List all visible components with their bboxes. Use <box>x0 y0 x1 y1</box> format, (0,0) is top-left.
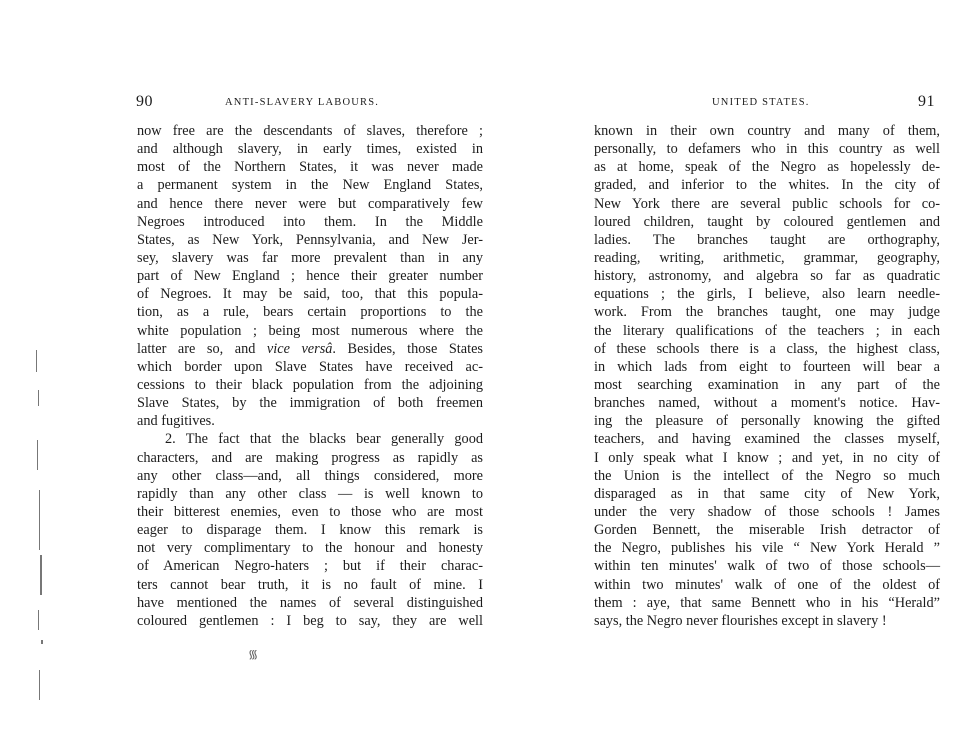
text-line: Gorden Bennett, the miserable Irish detractor of <box>594 522 940 539</box>
text-line: sey, slavery was far more prevalent than in any <box>137 249 483 266</box>
text-line: and hence there never were but comparatively few <box>137 195 483 212</box>
text-line: the Negro, publishes his vile “ New York Herald ” <box>594 540 940 557</box>
left-page-body <box>137 122 483 630</box>
text-line: disparaged as in that same city of New York, <box>594 485 940 502</box>
text-line: latter are so, and vice versâ. Besides, those States <box>137 340 483 357</box>
text-line: of these schools there is a class, the highest class, <box>594 340 940 357</box>
text-line: characters, and are making progress as rapidly as <box>137 449 483 466</box>
text-line: in which lads from eight to fourteen will bear a <box>594 358 940 375</box>
text-line: teachers, and having examined the classes myself, <box>594 431 940 448</box>
right-running-head: UNITED STATES. <box>712 97 810 108</box>
text-line: New York there are several public schools for co- <box>594 195 940 212</box>
text-line: reading, writing, arithmetic, grammar, geography, <box>594 249 940 266</box>
text-line: have mentioned the names of several distinguished <box>137 594 483 611</box>
text-line: within ten minutes' walk of two of those schools— <box>594 558 940 575</box>
text-line: not very complimentary to the honour and honesty <box>137 540 483 557</box>
text-line: Negroes introduced into them. In the Middle <box>137 213 483 230</box>
scan-margin-marks <box>28 350 48 710</box>
text-line: a permanent system in the New England States, <box>137 177 483 194</box>
text-line: known in their own country and many of them, <box>594 123 940 139</box>
text-line: loured children, taught by coloured gentlemen and <box>594 213 940 230</box>
text-line: within two minutes' walk of one of the oldest of <box>594 576 940 593</box>
scan-stray-mark: ᯾ <box>248 647 259 661</box>
text-line: equations ; the girls, I believe, also learn needle- <box>594 286 940 303</box>
text-line: ing the pleasure of personally knowing the gifted <box>594 413 940 430</box>
left-running-head: ANTI-SLAVERY LABOURS. <box>225 97 380 108</box>
right-page-body <box>594 122 940 630</box>
text-line: says, the Negro never flourishes except in slavery ! <box>594 612 887 629</box>
left-page-number: 90 <box>136 93 153 110</box>
text-line: the literary qualifications of the teachers ; in each <box>594 322 940 339</box>
text-line: and fugitives. <box>137 413 215 430</box>
text-line: branches named, without a moment's notice. Hav- <box>594 395 940 412</box>
text-line: part of New England ; hence their greater number <box>137 268 483 285</box>
text-line: now free are the descendants of slaves, therefore ; <box>137 123 483 139</box>
text-line: work. From the branches taught, one may judge <box>594 304 940 321</box>
text-line: under the very shadow of those schools ! James <box>594 503 940 520</box>
text-line: of Negroes. It may be said, too, that this popula- <box>137 286 483 303</box>
text-line: most searching examination in any part of the <box>594 376 940 393</box>
text-line: white population ; being most numerous where the <box>137 322 483 339</box>
text-line: tion, as a rule, bears certain proportions to the <box>137 304 483 321</box>
text-line: and although slavery, in early times, existed in <box>137 141 483 158</box>
text-line: graded, and inferior to the whites. In the city of <box>594 177 940 194</box>
text-line: Slave States, by the immigration of both freemen <box>137 395 483 412</box>
text-line: 2. The fact that the blacks bear generally good <box>165 431 483 448</box>
text-line: rapidly than any other class — is well known to <box>137 485 483 502</box>
text-line: their bitterest enemies, even to those who are most <box>137 503 483 520</box>
text-line: personally, to defamers who in this country as well <box>594 141 940 158</box>
text-line: eager to disparage them. I know this remark is <box>137 522 483 539</box>
text-line: most of the Northern States, it was never made <box>137 159 483 176</box>
text-line: history, astronomy, and algebra so far as quadratic <box>594 268 940 285</box>
text-line: ladies. The branches taught are orthography, <box>594 231 940 248</box>
text-line: of American Negro-haters ; but if their charac- <box>137 558 483 575</box>
text-line: coloured gentlemen : I beg to say, they are well <box>137 612 483 629</box>
text-line: the Union is the intellect of the Negro so much <box>594 467 940 484</box>
text-line: any other class—and, all things considered, more <box>137 467 483 484</box>
text-line: I only speak what I know ; and yet, in no city of <box>594 449 940 466</box>
text-line: as at home, speak of the Negro as hopelessly de- <box>594 159 940 176</box>
text-line: States, as New York, Pennsylvania, and New Jer- <box>137 231 483 248</box>
text-line: ters cannot bear truth, it is no fault of mine. I <box>137 576 483 593</box>
text-line: which border upon Slave States have received ac- <box>137 358 483 375</box>
text-line: them : aye, that same Bennett who in his “Herald” <box>594 594 940 611</box>
right-page-number: 91 <box>918 93 935 110</box>
text-line: cessions to their black population from the adjoining <box>137 376 483 393</box>
